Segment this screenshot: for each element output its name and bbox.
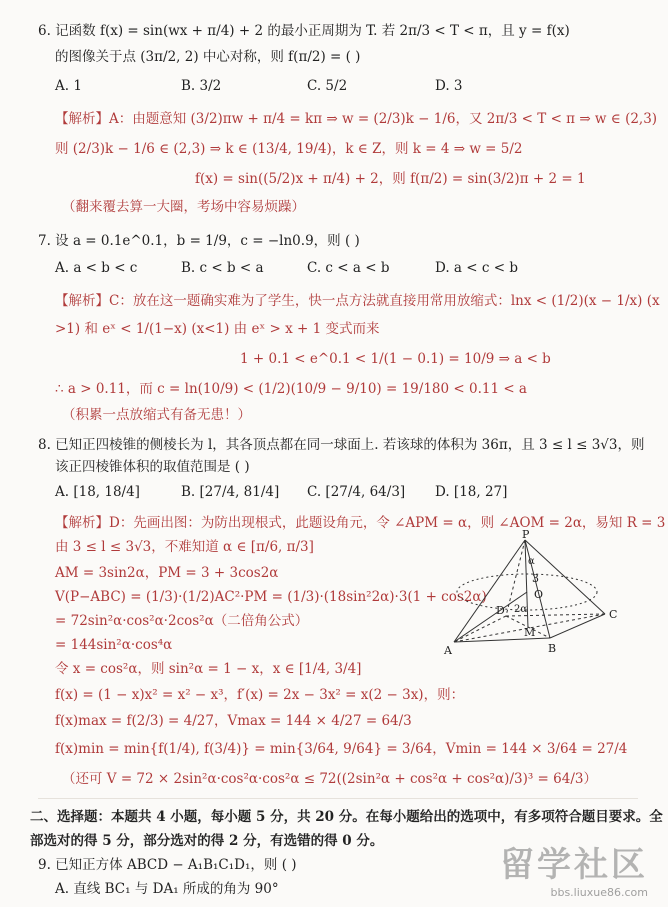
q7-solution-line2: >1) 和 eˣ < 1/(1−x) (x<1) 由 eˣ > x + 1 变式而来 bbox=[55, 321, 380, 337]
label-alpha: α bbox=[528, 556, 535, 567]
q6-stem-line2: 的图像关于点 (3π/2, 2) 中心对称，则 f(π/2) = ( ) bbox=[55, 49, 361, 65]
label-o: O bbox=[534, 588, 544, 601]
q8-solution-line7: 令 x = cos²α，则 sin²α = 1 − x，x ∈ [1/4, 3/4] bbox=[55, 661, 362, 677]
watermark-url: bbs.liuxue86.com bbox=[550, 886, 648, 899]
q7-options bbox=[55, 260, 635, 280]
q7-note: （积累一点放缩式有备无患！） bbox=[62, 407, 251, 423]
q8-solution-line5: = 72sin²α·cos²α·2cos²α（二倍角公式） bbox=[55, 613, 309, 629]
q6-stem-line1: 6. 记函数 f(x) = sin(wx + π/4) + 2 的最小正周期为 T. 若 2π/3 < T < π，且 y = f(x) bbox=[38, 23, 570, 39]
section2-line1: 二、选择题：本题共 4 小题，每小题 5 分，共 20 分。在每小题给出的选项中，有多项符合题目要求。全 bbox=[30, 809, 663, 825]
q6-solution-line2: 则 (2/3)k − 1/6 ∈ (2,3) ⇒ k ∈ (13/4, 19/4)，k ∈ Z，则 k = 4 ⇒ w = 5/2 bbox=[55, 141, 523, 157]
q8-option-b: B. [27/4, 81/4] bbox=[181, 484, 280, 500]
q8-solution-line9: f(x)max = f(2/3) = 4/27，Vmax = 144 × 4/27 = 64/3 bbox=[55, 713, 412, 729]
q8-solution-line4: V(P−ABC) = (1/3)·(1/2)AC²·PM = (1/3)·(18sin²2α)·3(1 + cos2α) bbox=[55, 589, 487, 605]
q7-option-c: C. c < a < b bbox=[307, 260, 390, 276]
pyramid-figure bbox=[440, 530, 640, 660]
edge-da bbox=[454, 616, 506, 642]
q6-option-d: D. 3 bbox=[435, 78, 463, 94]
q7-option-b: B. c < b < a bbox=[181, 260, 264, 276]
q6-option-a: A. 1 bbox=[55, 78, 82, 94]
q8-stem-line2: 该正四棱锥体积的取值范围是 ( ) bbox=[55, 459, 250, 475]
q8-solution-line1: 【解析】D：先画出图：为防出现根式，此题设角元，令 ∠APM = α，则 ∠AOM = 2α，易知 R = 3 bbox=[55, 515, 666, 531]
q7-stem: 7. 设 a = 0.1e^0.1，b = 1/9，c = −ln0.9，则 ( ) bbox=[38, 233, 360, 249]
q6-note: （翻来覆去算一大圈，考场中容易烦躁） bbox=[62, 199, 305, 215]
label-m: M bbox=[524, 626, 536, 639]
q6-option-b: B. 3/2 bbox=[181, 78, 222, 94]
edge-bc bbox=[550, 614, 605, 638]
q8-solution-line2: 由 3 ≤ l ≤ 3√3，不难知道 α ∈ [π/6, π/3] bbox=[55, 539, 314, 555]
q8-solution-line8: f(x) = (1 − x)x² = x² − x³，f′(x) = 2x − 3x² = x(2 − 3x)，则： bbox=[55, 687, 465, 703]
q9-stem: 9. 已知正方体 ABCD − A₁B₁C₁D₁，则 ( ) bbox=[38, 857, 297, 873]
label-3: 3 bbox=[532, 572, 539, 585]
q7-solution-line4: ∴ a > 0.11，而 c = ln(10/9) < (1/2)(10/9 − 9/10) = 19/180 < 0.11 < a bbox=[55, 381, 527, 397]
q8-solution-line11: （还可 V = 72 × 2sin²α·cos²α·cos²α ≤ 72((2sin²α + cos²α + cos²α)/3)³ = 64/3） bbox=[62, 771, 597, 787]
q7-solution-line3: 1 + 0.1 < e^0.1 < 1/(1 − 0.1) = 10/9 ⇒ a < b bbox=[240, 351, 551, 367]
q6-solution-line1: 【解析】A：由题意知 (3/2)πw + π/4 = kπ ⇒ w = (2/3)k − 1/6，又 2π/3 < T < π ⇒ w ∈ (2,3) bbox=[55, 111, 658, 127]
section2-line2: 部选对的得 5 分，部分选对的得 2 分，有选错的得 0 分。 bbox=[30, 833, 384, 849]
label-2alpha: 2α bbox=[514, 604, 528, 615]
label-d: D bbox=[496, 604, 505, 617]
label-b: B bbox=[548, 642, 557, 655]
q8-solution-line3: AM = 3sin2α，PM = 3 + 3cos2α bbox=[55, 565, 279, 581]
edge-ab bbox=[454, 638, 550, 642]
q8-option-a: A. [18, 18/4] bbox=[55, 484, 140, 500]
q6-solution-line3: f(x) = sin((5/2)x + π/4) + 2，则 f(π/2) = sin(3/2)π + 2 = 1 bbox=[195, 171, 586, 187]
q8-solution-line6: = 144sin²α·cos⁴α bbox=[55, 637, 173, 653]
q7-option-a: A. a < b < c bbox=[55, 260, 138, 276]
radius-oa bbox=[454, 592, 527, 642]
q8-option-c: C. [27/4, 64/3] bbox=[307, 484, 406, 500]
q6-option-c: C. 5/2 bbox=[307, 78, 348, 94]
q6-options bbox=[55, 78, 635, 98]
watermark-logo: 留学社区 bbox=[500, 845, 648, 885]
edge-pa bbox=[454, 540, 528, 642]
label-p: P bbox=[522, 530, 530, 541]
label-c: C bbox=[609, 608, 618, 621]
q9-option-a: A. 直线 BC₁ 与 DA₁ 所成的角为 90° bbox=[55, 881, 279, 897]
q8-solution-line10: f(x)min = min{f(1/4), f(3/4)} = min{3/64, 9/64} = 3/64，Vmin = 144 × 3/64 = 27/4 bbox=[55, 741, 628, 757]
watermark bbox=[500, 837, 648, 899]
q8-stem-line1: 8. 已知正四棱锥的侧棱长为 l，其各顶点都在同一球面上. 若该球的体积为 36π，且 3 ≤ l ≤ 3√3，则 bbox=[38, 437, 645, 453]
q8-option-d: D. [18, 27] bbox=[435, 484, 508, 500]
q7-solution-line1: 【解析】C：放在这一题确实难为了学生，快一点方法就直接用常用放缩式：lnx < (1/2)(x − 1/x) (x bbox=[55, 293, 660, 309]
q8-options bbox=[55, 484, 635, 504]
section-divider bbox=[38, 798, 638, 799]
q7-option-d: D. a < c < b bbox=[435, 260, 518, 276]
label-a: A bbox=[444, 644, 452, 657]
